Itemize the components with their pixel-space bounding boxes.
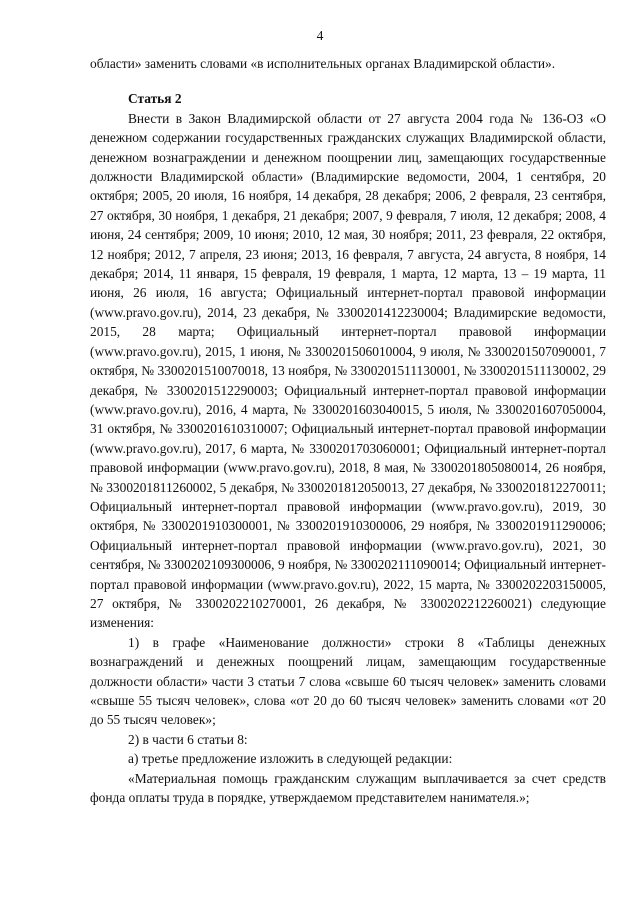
page-number: 4 <box>316 28 324 43</box>
paragraph-item-2: 2) в части 6 статьи 8: <box>128 731 248 747</box>
paragraph-amendment-intro: Внести в Закон Владимирской области от 27 августа 2004 года № 136-ОЗ «О денежном содержании государственных гражданских служащих Владимирской области, денежном вознаграждении и денежном поощрении лиц, замещающих государственные должности Владимирской области» (Владимирские ведомости, 2004, 1 сентября, 20 октября; 2005, 20 июля, 16 ноября, 14 декабря, 28 декабря; 2006, 2 февраля, 23 сентября, 27 октября, 30 ноября, 1 декабря, 21 декабря; 2007, 9 февраля, 7 июля, 12 декабря; 2008, 4 июня, 24 сентября; 2009, 10 июня; 2010, 12 мая, 30 ноября; 2011, 23 февраля, 22 октября, 12 ноября; 2012, 7 апреля, 23 июня; 2013, 16 февраля, 7 августа, 24 августа, 8 ноября, 14 декабря; 2014, 11 января, 15 февраля, 19 февраля, 1 марта, 12 марта, 13 – 19 марта, 11 июня, 26 июля, 16 августа; Официальный интернет-портал правовой информации (www.pravo.gov.ru), 2014, 23 декабря, № 3300201412230004; Владимирские ведомости, 2015, 28 марта; Официальный интернет-портал правовой информации (www.pravo.gov.ru), 2015, 1 июня, № 3300201506010004, 9 июля, № 3300201507090001, 7 октября, № 3300201510070018, 13 ноября, № 3300201511130001, № 3300201511130002, 29 декабря, № 3300201512290003; Официальный интернет-портал правовой информации (www.pravo.gov.ru), 2016, 4 марта, № 3300201603040015, 5 июля, № 3300201607050004, 31 октября, № 3300201610310007; Официальный интернет-портал правовой информации (www.pravo.gov.ru), 2017, 6 марта, № 3300201703060001; Официальный интернет-портал правовой информации (www.pravo.gov.ru), 2018, 8 мая, № 3300201805080014, 26 ноября, № 3300201811260002, 5 декабря, № 3300201812050013, 27 декабря, № 3300201812270011; Официальный интернет-портал правовой информации (www.pravo.gov.ru), 2019, 30 октября, № 3300201910300001, № 3300201910300006, 29 ноября, № 3300201911290006; Официальный интернет-портал правовой информации (www.pravo.gov.ru), 2021, 30 сентября, № 3300202109300006, 9 ноября, № 3300202111090014; Официальный интернет-портал правовой информации (www.pravo.gov.ru), 2022, 15 марта, № 3300202203150005, 27 октября, № 3300202210270001, 26 декабря, № 3300202212260021) следующие изменения: <box>90 110 606 631</box>
article-heading: Статья 2 <box>128 91 182 107</box>
paragraph-quoted-text: «Материальная помощь гражданским служащим выплачивается за счет средств фонда оплаты труда в порядке, утверждаемом представителем нанимателя.»; <box>90 770 606 806</box>
document-body <box>90 54 606 807</box>
paragraph-continuation: области» заменить словами «в исполнительных органах Владимирской области». <box>90 56 556 71</box>
paragraph-subitem-a: а) третье предложение изложить в следующей редакции: <box>128 751 453 767</box>
paragraph-item-1: 1) в графе «Наименование должности» строки 8 «Таблицы денежных вознаграждений и денежных поощрений лицам, замещающим государственные должности области» части 3 статьи 7 слова «свыше 60 тысяч человек» заменить словами «свыше 55 тысяч человек», слова «от 20 до 60 тысяч человек» заменить словами «от 20 до 55 тысяч человек»; <box>90 634 606 728</box>
